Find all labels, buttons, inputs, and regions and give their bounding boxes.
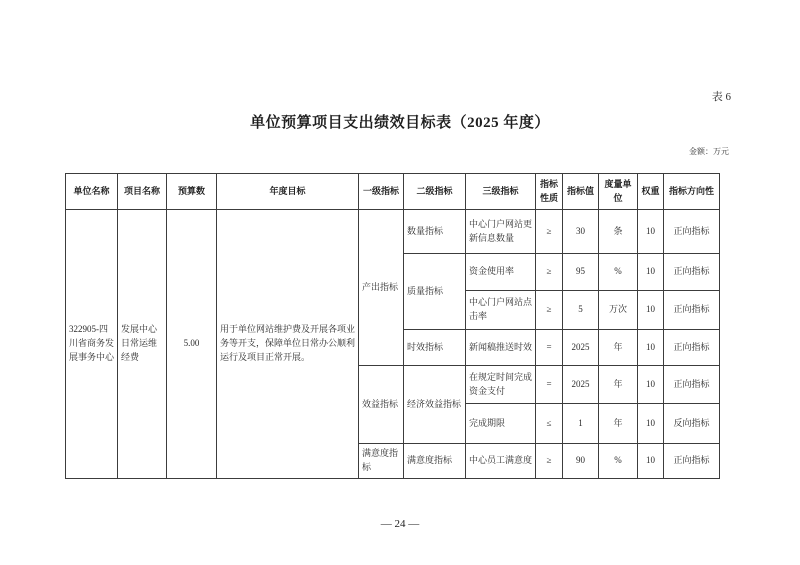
cell-level1-output: 产出指标: [359, 210, 404, 366]
cell-measure-unit: 万次: [599, 291, 638, 330]
cell-nature: =: [536, 366, 563, 404]
page-title: 单位预算项目支出绩效目标表（2025 年度）: [250, 115, 550, 131]
cell-value: 90: [563, 444, 599, 479]
header-indicator-value: 指标值: [563, 174, 599, 210]
cell-level3-indicator: 中心门户网站更新信息数量: [466, 210, 536, 254]
cell-weight: 10: [638, 330, 664, 366]
cell-weight: 10: [638, 254, 664, 291]
cell-measure-unit: 年: [599, 404, 638, 444]
header-annual-goal: 年度目标: [217, 174, 359, 210]
performance-target-table: [65, 173, 720, 479]
cell-direction: 正向指标: [664, 330, 720, 366]
cell-level1-benefit: 效益指标: [359, 366, 404, 444]
cell-nature: ≥: [536, 444, 563, 479]
cell-direction: 正向指标: [664, 210, 720, 254]
cell-level1-satisfaction: 满意度指标: [359, 444, 404, 479]
cell-weight: 10: [638, 404, 664, 444]
cell-unit-name: 322905-四川省商务发展事务中心: [66, 210, 118, 479]
header-level2-indicator: 二级指标: [404, 174, 466, 210]
cell-value: 95: [563, 254, 599, 291]
cell-weight: 10: [638, 291, 664, 330]
table-row: [66, 210, 720, 254]
cell-project-name: 发展中心日常运维经费: [118, 210, 167, 479]
cell-weight: 10: [638, 210, 664, 254]
cell-measure-unit: %: [599, 444, 638, 479]
cell-measure-unit: %: [599, 254, 638, 291]
cell-value: 2025: [563, 366, 599, 404]
header-project-name: 项目名称: [118, 174, 167, 210]
cell-measure-unit: 年: [599, 330, 638, 366]
cell-level2-quantity: 数量指标: [404, 210, 466, 254]
header-weight: 权重: [638, 174, 664, 210]
cell-value: 1: [563, 404, 599, 444]
cell-weight: 10: [638, 366, 664, 404]
cell-level3-indicator: 新闻稿推送时效: [466, 330, 536, 366]
table-header-row: [66, 174, 720, 210]
header-level3-indicator: 三级指标: [466, 174, 536, 210]
cell-level2-timeliness: 时效指标: [404, 330, 466, 366]
cell-budget: 5.00: [167, 210, 217, 479]
cell-nature: ≥: [536, 210, 563, 254]
page-number: — 24 —: [380, 518, 420, 530]
header-unit-name: 单位名称: [66, 174, 118, 210]
cell-level2-satisfaction: 满意度指标: [404, 444, 466, 479]
cell-nature: ≤: [536, 404, 563, 444]
cell-direction: 正向指标: [664, 366, 720, 404]
amount-unit-note: 金额：万元: [689, 147, 729, 156]
cell-level3-indicator: 在规定时间完成资金支付: [466, 366, 536, 404]
cell-level2-quality: 质量指标: [404, 254, 466, 330]
cell-direction: 反向指标: [664, 404, 720, 444]
cell-level3-indicator: 完成期限: [466, 404, 536, 444]
header-budget: 预算数: [167, 174, 217, 210]
cell-level3-indicator: 资金使用率: [466, 254, 536, 291]
cell-nature: ≥: [536, 291, 563, 330]
table-tag: 表 6: [711, 91, 731, 103]
header-direction: 指标方向性: [664, 174, 720, 210]
cell-level3-indicator: 中心门户网站点击率: [466, 291, 536, 330]
cell-annual-goal: 用于单位网站维护费及开展各项业务等开支，保障单位日常办公顺利运行及项目正常开展。: [217, 210, 359, 479]
cell-value: 30: [563, 210, 599, 254]
header-indicator-nature: 指标性质: [536, 174, 563, 210]
cell-level3-indicator: 中心员工满意度: [466, 444, 536, 479]
cell-nature: =: [536, 330, 563, 366]
cell-level2-economic: 经济效益指标: [404, 366, 466, 444]
cell-nature: ≥: [536, 254, 563, 291]
cell-measure-unit: 年: [599, 366, 638, 404]
cell-weight: 10: [638, 444, 664, 479]
cell-direction: 正向指标: [664, 254, 720, 291]
cell-direction: 正向指标: [664, 291, 720, 330]
cell-measure-unit: 条: [599, 210, 638, 254]
cell-value: 5: [563, 291, 599, 330]
header-measure-unit: 度量单位: [599, 174, 638, 210]
cell-value: 2025: [563, 330, 599, 366]
header-level1-indicator: 一级指标: [359, 174, 404, 210]
cell-direction: 正向指标: [664, 444, 720, 479]
